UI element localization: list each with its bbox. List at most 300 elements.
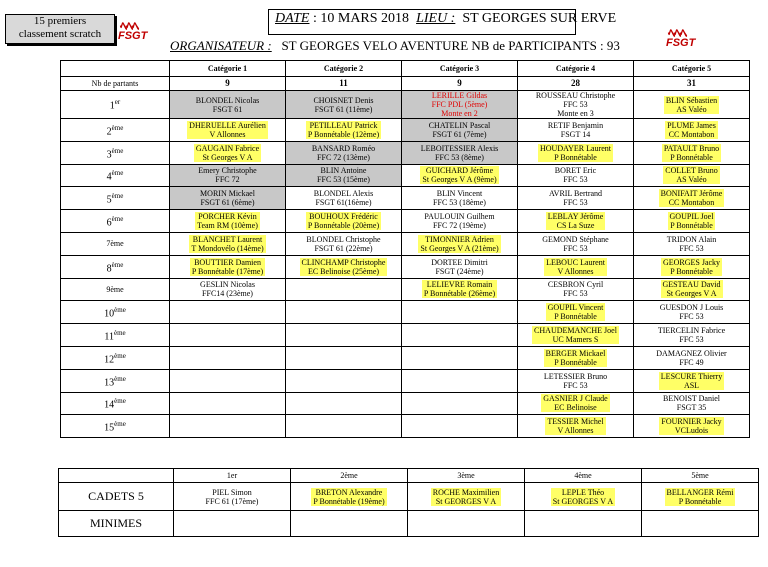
- rank-suffix: ème: [114, 351, 126, 360]
- result-cell: [286, 141, 402, 164]
- rider-club: FSGT 61 (22ème): [314, 243, 373, 253]
- rider-club: P Bonnétable (12ème): [307, 129, 380, 139]
- rider-note: Monte en 2: [441, 109, 478, 118]
- result-cell: [634, 415, 750, 438]
- rider-club: P Bonnétable: [554, 357, 597, 367]
- fsgt-logo-right: ﾍﾍﾍ FSGT: [666, 25, 696, 49]
- rider-club: UC Mamers S: [552, 335, 599, 345]
- result-cell: [518, 301, 634, 324]
- rider-club: FSGT (24ème): [435, 266, 484, 276]
- rider-club: V Allonnes: [557, 426, 594, 436]
- rank-suffix: ème: [111, 169, 124, 178]
- cadet-result-cell: [174, 483, 291, 511]
- rider-club: FFC 53: [563, 198, 588, 208]
- rider-name: PLUME James: [667, 120, 716, 130]
- rider-club: CC Montabon: [668, 129, 715, 139]
- cadets-label: CADETS 5: [59, 483, 174, 511]
- rank-number: 6: [106, 217, 112, 229]
- result-cell: [634, 210, 750, 233]
- rider-club: P Bonnétable: [678, 496, 722, 506]
- table-row: [61, 119, 750, 142]
- rider-club: FFC 72 (13ème): [317, 152, 370, 162]
- cadet-result-cell: [525, 483, 642, 511]
- category-header: Catégorie 4: [518, 61, 634, 77]
- rank-cell: [61, 119, 170, 142]
- rider-name: LELIEVRE Romain: [426, 280, 493, 290]
- result-cell: [170, 187, 286, 210]
- result-cell: [170, 232, 286, 255]
- cadet-result-cell: [408, 483, 525, 511]
- cadets-header-corner: [59, 469, 174, 483]
- rider-name: TIMONNIER Adrien: [425, 234, 494, 244]
- rank-cell: [61, 187, 170, 210]
- rider-club: FSGT 14: [560, 129, 591, 139]
- rider-name: Emery Christophe: [198, 166, 257, 176]
- result-cell: [170, 301, 286, 324]
- result-cell: [170, 324, 286, 347]
- category-header: Catégorie 2: [286, 61, 402, 77]
- result-cell: [402, 392, 518, 415]
- rider-name: CHOISNET Denis: [313, 95, 374, 105]
- rider-name: GOUPIL Vincent: [547, 303, 604, 313]
- result-cell: [518, 232, 634, 255]
- category-header: Catégorie 3: [402, 61, 518, 77]
- rider-name: GUESDON J Louis: [659, 303, 724, 313]
- rider-name: BORET Eric: [554, 166, 597, 176]
- scratch-label-box: [5, 14, 115, 44]
- result-cell: [286, 324, 402, 347]
- rider-name: BLANCHET Laurent: [192, 234, 263, 244]
- header-corner: [61, 61, 170, 77]
- date-label: DATE: [275, 11, 310, 26]
- rank-cell: [61, 324, 170, 347]
- rider-club: FFC 53: [679, 335, 704, 345]
- lieu-label: LIEU :: [416, 11, 456, 26]
- rider-club: FFC 53 (15ème): [317, 175, 370, 185]
- result-cell: [402, 369, 518, 392]
- result-cell: [634, 164, 750, 187]
- result-cell: [402, 141, 518, 164]
- rank-suffix: ème: [111, 123, 124, 132]
- cadets-place-header: 5ème: [642, 469, 759, 483]
- rider-club: FFC 61 (17ème): [205, 496, 259, 506]
- rank-suffix: ème: [111, 260, 124, 269]
- rank-cell: [61, 369, 170, 392]
- result-cell: [518, 415, 634, 438]
- cadets-place-header: 2ème: [291, 469, 408, 483]
- rank-suffix: ème: [114, 306, 126, 315]
- rank-suffix: ème: [111, 146, 124, 155]
- rider-name: ROUSSEAU Christophe: [535, 91, 616, 100]
- result-cell: [634, 119, 750, 142]
- rider-club: P Bonnétable: [670, 266, 713, 276]
- result-cell: [402, 232, 518, 255]
- table-row: [61, 232, 750, 255]
- result-cell: [170, 141, 286, 164]
- result-cell: [634, 369, 750, 392]
- rider-name: RETIF Benjamin: [547, 120, 604, 130]
- rider-club: FFC 53: [679, 312, 704, 322]
- rank-number: 3: [106, 148, 112, 160]
- rider-name: BLONDEL Alexis: [313, 189, 374, 199]
- result-cell: [402, 119, 518, 142]
- rider-club: St Georges V A: [666, 289, 717, 299]
- fsgt-logo-text: FSGT: [118, 30, 148, 42]
- rank-number: 13: [104, 376, 115, 388]
- partants-count: 31: [634, 77, 750, 91]
- rider-club: St Georges V A (21ème): [420, 243, 499, 253]
- result-cell: [634, 232, 750, 255]
- rank-cell: [61, 255, 170, 278]
- rider-club: FFC 53: [563, 289, 588, 299]
- result-cell: [402, 187, 518, 210]
- result-cell: [286, 255, 402, 278]
- minimes-empty-cell: [291, 511, 408, 537]
- organisateur-label: ORGANISATEUR :: [170, 38, 272, 53]
- rank-suffix: ème: [114, 420, 126, 429]
- rider-name: MORIN Mickael: [200, 189, 255, 199]
- result-cell: [286, 346, 402, 369]
- result-cell: [634, 301, 750, 324]
- rider-club: St Georges V A (9ème): [422, 175, 497, 185]
- result-cell: [634, 346, 750, 369]
- result-cell: [170, 91, 286, 119]
- rider-name: BLONDEL Nicolas: [195, 95, 260, 105]
- result-cell: [518, 119, 634, 142]
- rider-name: BOUHOUX Frédéric: [309, 212, 378, 222]
- rider-name: TRIDON Alain: [666, 234, 717, 244]
- result-cell: [634, 255, 750, 278]
- result-cell: [170, 255, 286, 278]
- rider-club: FFC 72 (19ème): [433, 221, 486, 231]
- result-cell: [402, 255, 518, 278]
- rank-suffix: ème: [111, 192, 124, 201]
- cadets-row: [59, 483, 759, 511]
- partants-count: 28: [518, 77, 634, 91]
- rank-number: 12: [104, 354, 115, 366]
- rank-number: 8: [106, 262, 112, 274]
- rank-cell: [61, 141, 170, 164]
- result-cell: [402, 210, 518, 233]
- partants-row: [61, 77, 750, 91]
- rank-number: 1: [109, 100, 115, 112]
- rank-number: 14: [104, 399, 115, 411]
- rider-name: BLONDEL Christophe: [306, 234, 381, 244]
- rider-club: P Bonnétable (19ème): [313, 496, 385, 506]
- rider-name: BANSARD Roméo: [311, 143, 376, 153]
- rider-club: FSGT 61: [212, 104, 243, 114]
- rider-name: ROCHE Maximilien: [432, 487, 500, 497]
- rider-name: LEPLE Théo: [561, 487, 605, 497]
- organisateur-value: ST GEORGES VELO AVENTURE NB de PARTICIPANTS : 93: [281, 38, 620, 53]
- rank-suffix: ème: [114, 374, 126, 383]
- rider-name: BENOIST Daniel: [663, 394, 720, 404]
- minimes-empty-cell: [642, 511, 759, 537]
- rank-cell: [61, 392, 170, 415]
- rider-name: BRETON Alexandre: [315, 487, 383, 497]
- result-cell: [402, 164, 518, 187]
- rider-club: P Bonnétable: [554, 312, 597, 322]
- rank-cell: [61, 164, 170, 187]
- rank-suffix: er: [114, 98, 121, 107]
- rider-club: V Allonnes: [557, 266, 594, 276]
- result-cell: [170, 346, 286, 369]
- result-cell: [518, 255, 634, 278]
- rider-club: ASL: [683, 380, 700, 390]
- rider-name: LEBLAY Jérôme: [547, 212, 604, 222]
- result-cell: [518, 187, 634, 210]
- rider-club: St GEORGES V A: [552, 496, 614, 506]
- lieu-value: ST GEORGES SUR ERVE: [462, 11, 617, 26]
- rank-cell: [61, 91, 170, 119]
- result-cell: [402, 301, 518, 324]
- rider-club: P Bonnétable: [554, 152, 597, 162]
- category-header: Catégorie 1: [170, 61, 286, 77]
- table-row: [61, 187, 750, 210]
- result-cell: [518, 210, 634, 233]
- rider-club: FFC 53 (8ème): [435, 152, 484, 162]
- result-cell: [634, 187, 750, 210]
- result-cell: [286, 119, 402, 142]
- rider-name: LEBOUC Laurent: [546, 257, 605, 267]
- rider-name: GESLIN Nicolas: [200, 280, 255, 290]
- rider-club: FFC 53: [563, 100, 588, 109]
- rider-club: CS La Suze: [556, 221, 595, 231]
- scratch-line2: classement scratch: [18, 28, 102, 40]
- result-cell: [286, 278, 402, 301]
- rank-number: 15: [104, 422, 115, 434]
- result-cell: [286, 164, 402, 187]
- rider-name: BLIN Antoine: [320, 166, 367, 176]
- table-row: [61, 324, 750, 347]
- partants-count: 9: [170, 77, 286, 91]
- rider-name: GOUPIL Joel: [669, 212, 714, 222]
- table-row: [61, 369, 750, 392]
- rank-number: 10: [104, 308, 115, 320]
- rank-number: 2: [106, 126, 112, 138]
- rider-name: BERGER Mickael: [545, 348, 606, 358]
- partants-count: 11: [286, 77, 402, 91]
- rider-name: DORTEE Dimitri: [431, 257, 488, 267]
- rider-club: P Bonnétable (26ème): [423, 289, 496, 299]
- rider-club: FFC 53 (18ème): [433, 198, 486, 208]
- rider-name: HOUDAYER Laurent: [539, 143, 612, 153]
- rider-name: PORCHER Kévin: [198, 212, 257, 222]
- table-row: [61, 91, 750, 119]
- rider-club: FSGT 61 (6ème): [200, 198, 255, 208]
- organisateur-line: [170, 38, 620, 54]
- rider-club: P Bonnétable: [670, 221, 713, 231]
- rider-name: FOURNIER Jacky: [661, 417, 722, 427]
- table-row: [61, 278, 750, 301]
- rider-club: St Georges V A: [202, 152, 253, 162]
- result-cell: [634, 141, 750, 164]
- rider-name: PETILLEAU Patrick: [309, 120, 378, 130]
- rider-club: T Mondovélo (14ème): [191, 243, 264, 253]
- rider-name: BLIN Vincent: [436, 189, 483, 199]
- cadets-place-header: 4ème: [525, 469, 642, 483]
- scratch-line1: 15 premiers: [33, 15, 87, 27]
- minimes-empty-cell: [525, 511, 642, 537]
- rider-name: PATAULT Bruno: [663, 143, 720, 153]
- result-cell: [518, 141, 634, 164]
- rider-club: FFC 53: [563, 243, 588, 253]
- fsgt-logo-text: FSGT: [666, 37, 696, 49]
- rank-cell: [61, 232, 170, 255]
- rider-club: FSGT 35: [676, 403, 707, 413]
- rider-club: FFC 49: [679, 357, 704, 367]
- rank-number: 7ème: [106, 239, 124, 249]
- result-cell: [518, 346, 634, 369]
- result-cell: [286, 210, 402, 233]
- table-row: [61, 210, 750, 233]
- table-row: [61, 415, 750, 438]
- result-cell: [286, 415, 402, 438]
- result-cell: [170, 278, 286, 301]
- rider-name: BELLANGER Rémi: [666, 487, 734, 497]
- result-cell: [286, 392, 402, 415]
- date-value: : 10 MARS 2018: [312, 11, 410, 26]
- rank-number: 5: [106, 194, 112, 206]
- rider-club: EC Belinoise: [554, 403, 597, 413]
- minimes-label: MINIMES: [59, 511, 174, 537]
- rider-club: FFC 53: [679, 243, 704, 253]
- rank-number: 4: [106, 171, 112, 183]
- result-cell: [518, 392, 634, 415]
- rider-club: FSGT 61 (7ème): [432, 129, 487, 139]
- rider-club: P Bonnétable: [670, 152, 713, 162]
- rider-club: FSGT 61 (11ème): [314, 104, 373, 114]
- result-cell: [170, 119, 286, 142]
- rider-name: GUICHARD Jérôme: [425, 166, 494, 176]
- minimes-empty-cell: [174, 511, 291, 537]
- rider-name: BLIN Sébastien: [665, 95, 718, 105]
- rider-name: BONIFAIT Jérôme: [660, 189, 723, 199]
- rider-name: CESBRON Cyril: [547, 280, 604, 290]
- result-cell: [170, 369, 286, 392]
- rider-name: GESTEAU David: [662, 280, 721, 290]
- result-cell: [170, 415, 286, 438]
- result-cell: [170, 392, 286, 415]
- rider-name: DAMAGNEZ Olivier: [656, 348, 727, 358]
- rank-cell: [61, 301, 170, 324]
- category-header-row: [61, 61, 750, 77]
- result-cell: [518, 278, 634, 301]
- result-cell: [634, 324, 750, 347]
- rider-club: FSGT 61(16ème): [315, 198, 372, 208]
- rider-name: LERILLE Gildas: [431, 91, 488, 100]
- results-table: [60, 60, 750, 438]
- result-cell: [286, 369, 402, 392]
- rider-name: LEBOITESSIER Alexis: [420, 143, 499, 153]
- rider-club: Team RM (10ème): [197, 221, 258, 231]
- result-cell: [402, 278, 518, 301]
- rider-club: VCLudois: [674, 426, 709, 436]
- rider-name: PIEL Simon: [212, 487, 252, 497]
- rider-name: CLINCHAMP Christophe: [301, 257, 386, 267]
- rider-club: FFC 53: [563, 380, 588, 390]
- rider-name: TESSIER Michel: [547, 417, 604, 427]
- rank-number: 11: [104, 331, 114, 343]
- cadets-place-header: 3ème: [408, 469, 525, 483]
- result-cell: [170, 164, 286, 187]
- cadets-table: [58, 468, 759, 537]
- rank-cell: [61, 346, 170, 369]
- result-cell: [634, 392, 750, 415]
- result-cell: [634, 91, 750, 119]
- result-cell: [402, 415, 518, 438]
- rider-club: AS Valéo: [676, 175, 707, 185]
- event-title-box: [268, 9, 617, 35]
- category-header: Catégorie 5: [634, 61, 750, 77]
- rank-suffix: ème: [113, 328, 126, 337]
- rider-name: COLLET Bruno: [665, 166, 718, 176]
- rider-club: St GEORGES V A: [435, 496, 497, 506]
- rider-club: FFC14 (23ème): [202, 289, 253, 299]
- rider-club: FFC 72: [215, 175, 240, 185]
- cadet-result-cell: [291, 483, 408, 511]
- rider-name: LESCURE Thierry: [660, 371, 723, 381]
- result-cell: [518, 91, 634, 119]
- cadets-header-row: [59, 469, 759, 483]
- table-row: [61, 392, 750, 415]
- result-cell: [286, 91, 402, 119]
- rider-name: BOUTTIER Damien: [194, 257, 261, 267]
- partants-count: 9: [402, 77, 518, 91]
- rank-cell: [61, 415, 170, 438]
- rider-name: CHAUDEMANCHE Joel: [534, 326, 617, 336]
- rider-club: P Bonnétable (17ème): [191, 266, 264, 276]
- rider-name: GEMOND Stéphane: [542, 234, 609, 244]
- table-row: [61, 301, 750, 324]
- rank-number: 9ème: [106, 284, 124, 294]
- rider-club: AS Valéo: [676, 104, 707, 114]
- rider-name: GEORGES Jacky: [662, 257, 721, 267]
- rider-club: FFC PDL (5ème): [431, 100, 488, 109]
- rank-cell: [61, 278, 170, 301]
- result-cell: [634, 278, 750, 301]
- rider-club: P Bonnétable (20ème): [307, 221, 380, 231]
- cadets-place-header: 1er: [174, 469, 291, 483]
- rider-name: TIERCELIN Fabrice: [657, 326, 726, 336]
- rider-club: EC Belinoise (25ème): [307, 266, 380, 276]
- rider-name: GAUGAIN Fabrice: [195, 143, 260, 153]
- table-row: [61, 255, 750, 278]
- table-row: [61, 141, 750, 164]
- result-cell: [286, 232, 402, 255]
- rider-name: AVRIL Bertrand: [548, 189, 603, 199]
- result-cell: [286, 187, 402, 210]
- minimes-empty-cell: [408, 511, 525, 537]
- rider-name: GASNIER J Claude: [543, 394, 608, 404]
- result-cell: [402, 324, 518, 347]
- result-cell: [518, 324, 634, 347]
- fsgt-logo-left: ﾍﾍﾍ FSGT: [118, 18, 148, 42]
- result-cell: [518, 164, 634, 187]
- rider-name: LETESSIER Bruno: [543, 371, 608, 381]
- rank-cell: [61, 210, 170, 233]
- cadet-result-cell: [642, 483, 759, 511]
- result-cell: [286, 301, 402, 324]
- rider-club: V Allonnes: [209, 129, 246, 139]
- minimes-row: [59, 511, 759, 537]
- rank-suffix: ème: [114, 397, 126, 406]
- result-cell: [402, 91, 518, 119]
- rider-club: FFC 53: [563, 175, 588, 185]
- partants-label: Nb de partants: [61, 77, 170, 91]
- table-row: [61, 164, 750, 187]
- result-cell: [170, 210, 286, 233]
